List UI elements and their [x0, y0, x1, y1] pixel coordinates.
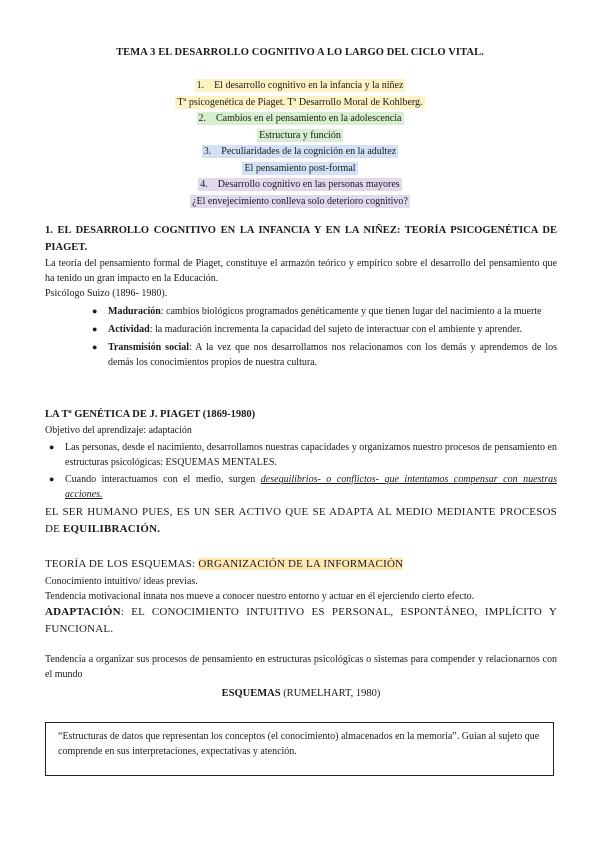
- bullet-transmision-social: ● Transmisión social: A la vez que nos desarrollamos nos relacionamos con los demás y aprendemos de los demás los conocimientos propios de nuestra cultura.: [92, 342, 557, 368]
- section-2-objective: Objetivo del aprendizaje: adaptación: [45, 425, 192, 436]
- esquemas-caption: ESQUEMAS (RUMELHART, 1980): [221, 688, 381, 699]
- section-1-bullets: [45, 304, 557, 370]
- section-1-bio: Psicólogo Suizo (1896- 1980).: [45, 288, 168, 299]
- bullet-maduracion: ● Maduración: cambios biológicos programados genéticamente y que tienen lugar del nacimiento a la muerte: [92, 306, 542, 317]
- toc-item-4: 4. Desarrollo cognitivo en las personas mayores: [200, 179, 400, 190]
- section-3-heading: TEORÍA DE LOS ESQUEMAS: ORGANIZACIÓN DE LA INFORMACIÓN: [45, 558, 404, 570]
- section-3-line-2: Tendencia motivacional innata nos mueve a conocer nuestro entorno y actuar en él ejerciendo cierto efecto.: [45, 591, 475, 602]
- toc-item-1: 1. El desarrollo cognitivo en la infancia y la niñez: [196, 80, 404, 91]
- section-2-bullets: [45, 440, 557, 502]
- bullet-desequilibrios: ● Cuando interactuamos con el medio, surgen desequilibrios- o conflictos- que intentamos compensar con nuestras acciones.: [49, 474, 557, 500]
- bullet-esquemas-mentales: ● Las personas, desde el nacimiento, desarrollamos nuestras capacidades y organizamos nuestro procesos de pensamiento en estructuras psicológicas: ESQUEMAS MENTALES.: [49, 442, 557, 468]
- section-3: [45, 556, 557, 701]
- definition-box: [45, 722, 554, 776]
- section-1: [45, 222, 557, 370]
- section-1-heading: 1. EL DESARROLLO COGNITIVO EN LA INFANCIA Y EN LA NIÑEZ: TEORÍA PSICOGENÉTICA DE PIAGET.: [45, 225, 557, 253]
- table-of-contents: [0, 78, 600, 210]
- definition-quote: “Estructuras de datos que representan los conceptos (el conocimiento) almacenados en la memoria”. Guían al sujeto que comprende en sus interpretaciones, expectativas y atención.: [58, 731, 540, 757]
- equilibracion-statement: EL SER HUMANO PUES, ES UN SER ACTIVO QUE SE ADAPTA AL MEDIO MEDIANTE PROCESOS DE EQUILIBRACIÓN.: [45, 506, 557, 535]
- bullet-actividad: ● Actividad: la maduración incrementa la capacidad del sujeto de interactuar con el ambiente y aprender.: [92, 324, 522, 335]
- toc-item-1-sub: Tª psicogenética de Piaget. Tª Desarrollo Moral de Kohlberg.: [177, 96, 423, 108]
- section-2-heading: LA Tª GENÉTICA DE J. PIAGET (1869-1980): [45, 409, 256, 420]
- toc-item-3-sub: El pensamiento post-formal: [244, 162, 356, 174]
- toc-item-2-sub: Estructura y función: [259, 129, 341, 141]
- toc-item-2: 2. Cambios en el pensamiento en la adolescencia: [198, 113, 402, 124]
- toc-item-3: 3. Peculiaridades de la cognición en la adultez: [203, 146, 397, 157]
- toc-item-4-sub: ¿El envejecimiento conlleva solo deterioro cognitivo?: [192, 195, 408, 207]
- section-3-line-1: Conocimiento intuitivo/ ideas previas.: [45, 576, 198, 587]
- section-2: [45, 406, 557, 538]
- section-1-paragraph: La teoría del pensamiento formal de Piaget, constituye el armazón teórico y empírico sobre el desarrollo del pensamiento que ha tenido un gran impacto en la Educación.: [45, 258, 557, 284]
- document-title: TEMA 3 EL DESARROLLO COGNITIVO A LO LARGO DEL CICLO VITAL.: [116, 47, 484, 58]
- adaptacion-statement: ADAPTACIÓN: EL CONOCIMIENTO INTUITIVO ES PERSONAL, ESPONTÁNEO, IMPLÍCITO Y FUNCIONAL.: [45, 606, 557, 635]
- tendency-paragraph: Tendencia a organizar sus procesos de pensamiento en estructuras psicológicas o sistemas para compender y relacionarnos con el mundo: [45, 654, 557, 680]
